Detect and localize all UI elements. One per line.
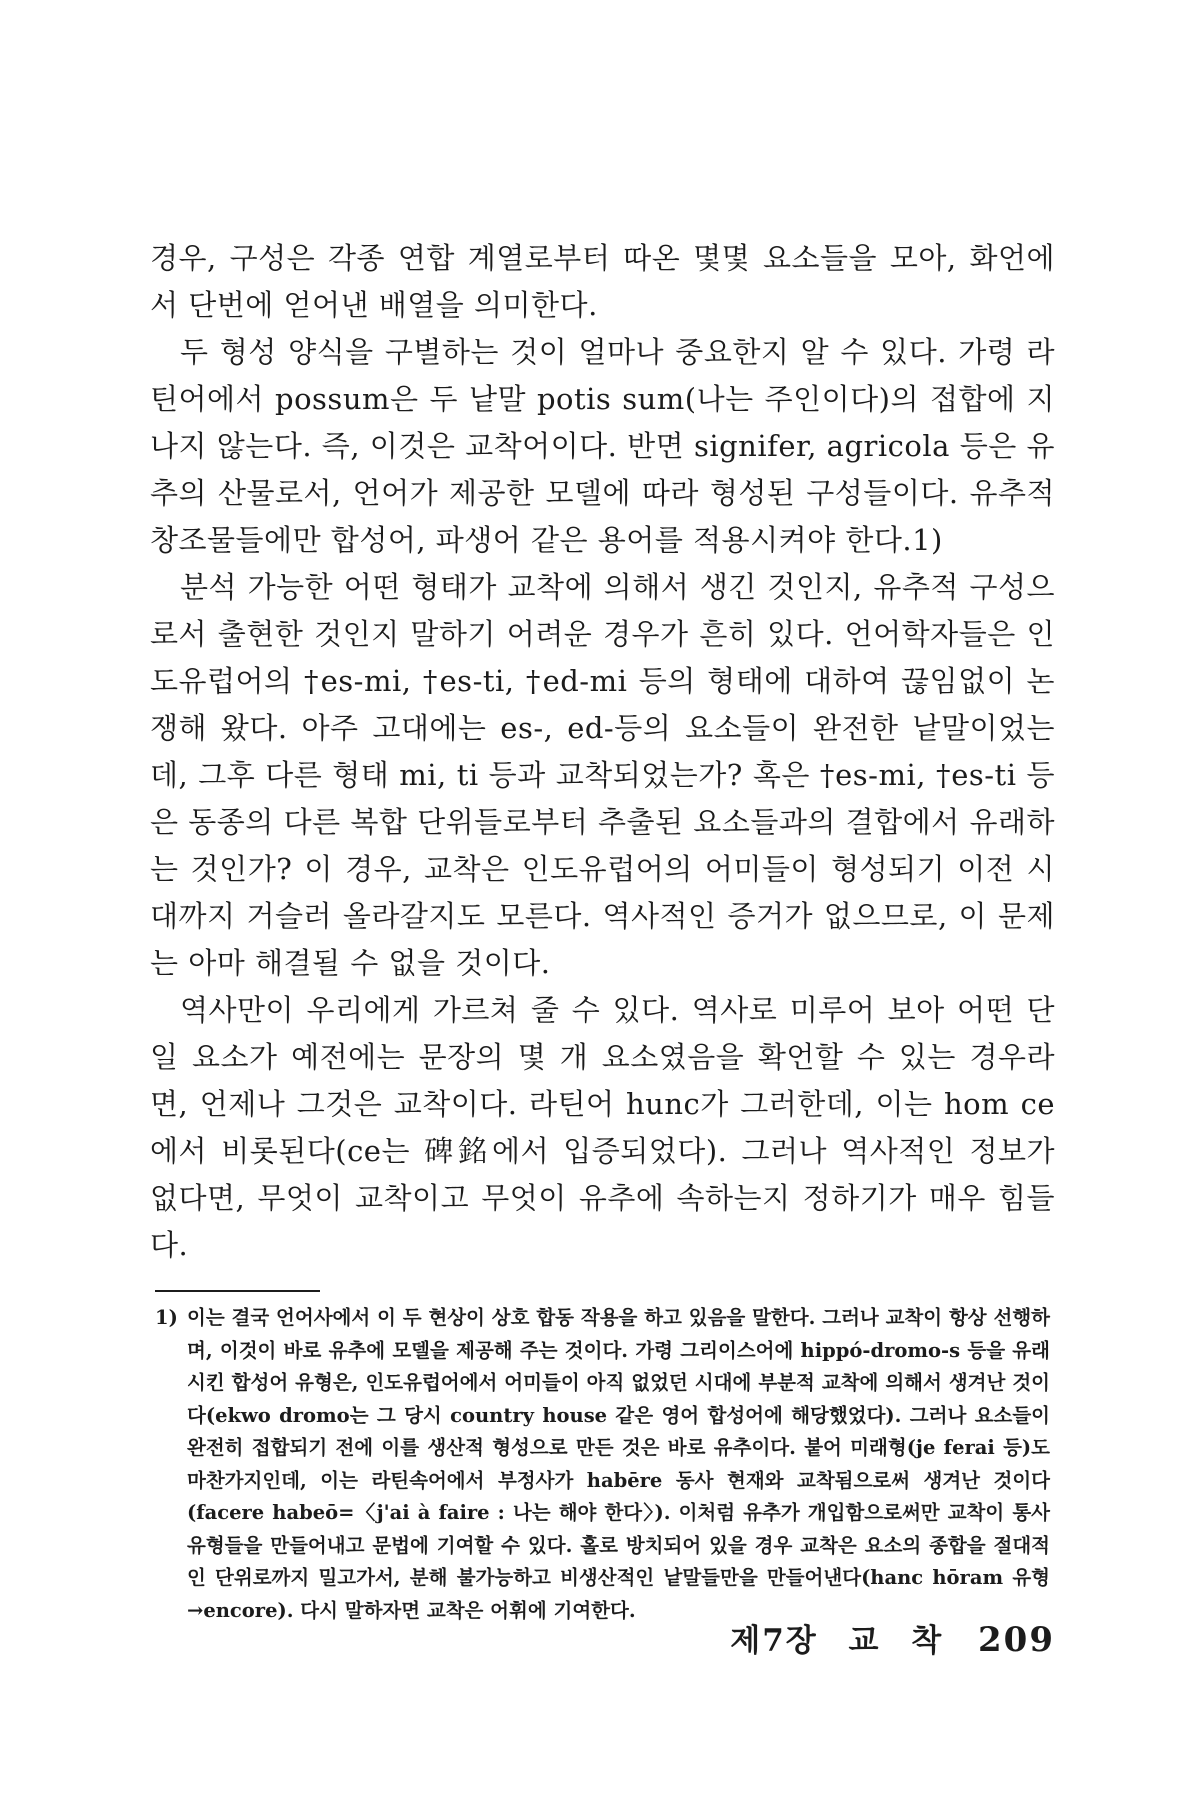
chapter-label: 제7장	[730, 1623, 818, 1659]
paragraph-2: 두 형성 양식을 구별하는 것이 얼마나 중요한지 알 수 있다. 가령 라틴어에서 possum은 두 낱말 potis sum(나는 주인이다)의 접합에 지나지 않는다. 즉, 이것은 교착어이다. 반면 signifer, agricola 등은 유추의 산물로서, 언어가 제공한 모델에 따라 형성된 구성들이다. 유추적 창조물들에만 합성어, 파생어 같은 용어를 적용시켜야 한다.1)	[150, 335, 1055, 557]
paragraph-4: 역사만이 우리에게 가르쳐 줄 수 있다. 역사로 미루어 보아 어떤 단일 요소가 예전에는 문장의 몇 개 요소였음을 확언할 수 있는 경우라면, 언제나 그것은 교착이다. 라틴어 hunc가 그러한데, 이는 hom ce에서 비롯된다(ce는 碑銘에서 입증되었다). 그러나 역사적인 정보가 없다면, 무엇이 교착이고 무엇이 유추에 속하는지 정하기가 매우 힘들다.	[150, 993, 1055, 1262]
footnote-1	[155, 1302, 1050, 1627]
paragraph-1: 경우, 구성은 각종 연합 계열로부터 따온 몇몇 요소들을 모아, 화언에서 단번에 얻어낸 배열을 의미한다.	[150, 241, 1055, 322]
footnote-divider	[155, 1290, 320, 1292]
page-footer	[700, 1615, 1055, 1660]
paragraph-3: 분석 가능한 어떤 형태가 교착에 의해서 생긴 것인지, 유추적 구성으로서 출현한 것인지 말하기 어려운 경우가 흔히 있다. 언어학자들은 인도유럽어의 †es-mi, †es-ti, †ed-mi 등의 형태에 대하여 끊임없이 논쟁해 왔다. 아주 고대에는 es-, ed-등의 요소들이 완전한 낱말이었는데, 그후 다른 형태 mi, ti 등과 교착되었는가? 혹은 †es-mi, †es-ti 등은 동종의 다른 복합 단위들로부터 추출된 요소들과의 결합에서 유래하는 것인가? 이 경우, 교착은 인도유럽어의 어미들이 형성되기 이전 시대까지 거슬러 올라갈지도 모른다. 역사적인 증거가 없으므로, 이 문제는 아마 해결될 수 없을 것이다.	[150, 570, 1055, 980]
chapter-title-char-2: 착	[911, 1623, 944, 1659]
footnote-text: 이는 결국 언어사에서 이 두 현상이 상호 합동 작용을 하고 있음을 말한다. 그러나 교착이 항상 선행하며, 이것이 바로 유추에 모델을 제공해 주는 것이다. 가령 그리이스어에 hippó-dromo-s 등을 유래시킨 합성어 유형은, 인도유럽어에서 어미들이 아직 없었던 시대에 부분적 교착에 의해서 생겨난 것이다(ekwo dromo는 그 당시 country house 같은 영어 합성어에 해당했었다). 그러나 요소들이 완전히 접합되기 전에 이를 생산적 형성으로 만든 것은 바로 유추이다. 붙어 미래형(je ferai 등)도 마찬가지인데, 이는 라틴속어에서 부정사가 habēre 동사 현재와 교착됨으로써 생겨난 것이다(facere habeō=〈j'ai à faire : 나는 해야 한다〉). 이처럼 유추가 개입함으로써만 교착이 통사 유형들을 만들어내고 문법에 기여할 수 있다. 홀로 방치되어 있을 경우 교착은 요소의 종합을 절대적인 단위로까지 밀고가서, 분해 불가능하고 비생산적인 낱말들만을 만들어낸다(hanc hōram 유형 →encore). 다시 말하자면 교착은 어휘에 기여한다.	[187, 1306, 1050, 1622]
body-text	[150, 235, 1055, 1269]
page-number: 209	[978, 1620, 1055, 1660]
footnotes	[155, 1302, 1050, 1627]
footnote-number: 1)	[155, 1306, 178, 1329]
chapter-title-char-1: 교	[848, 1623, 881, 1659]
